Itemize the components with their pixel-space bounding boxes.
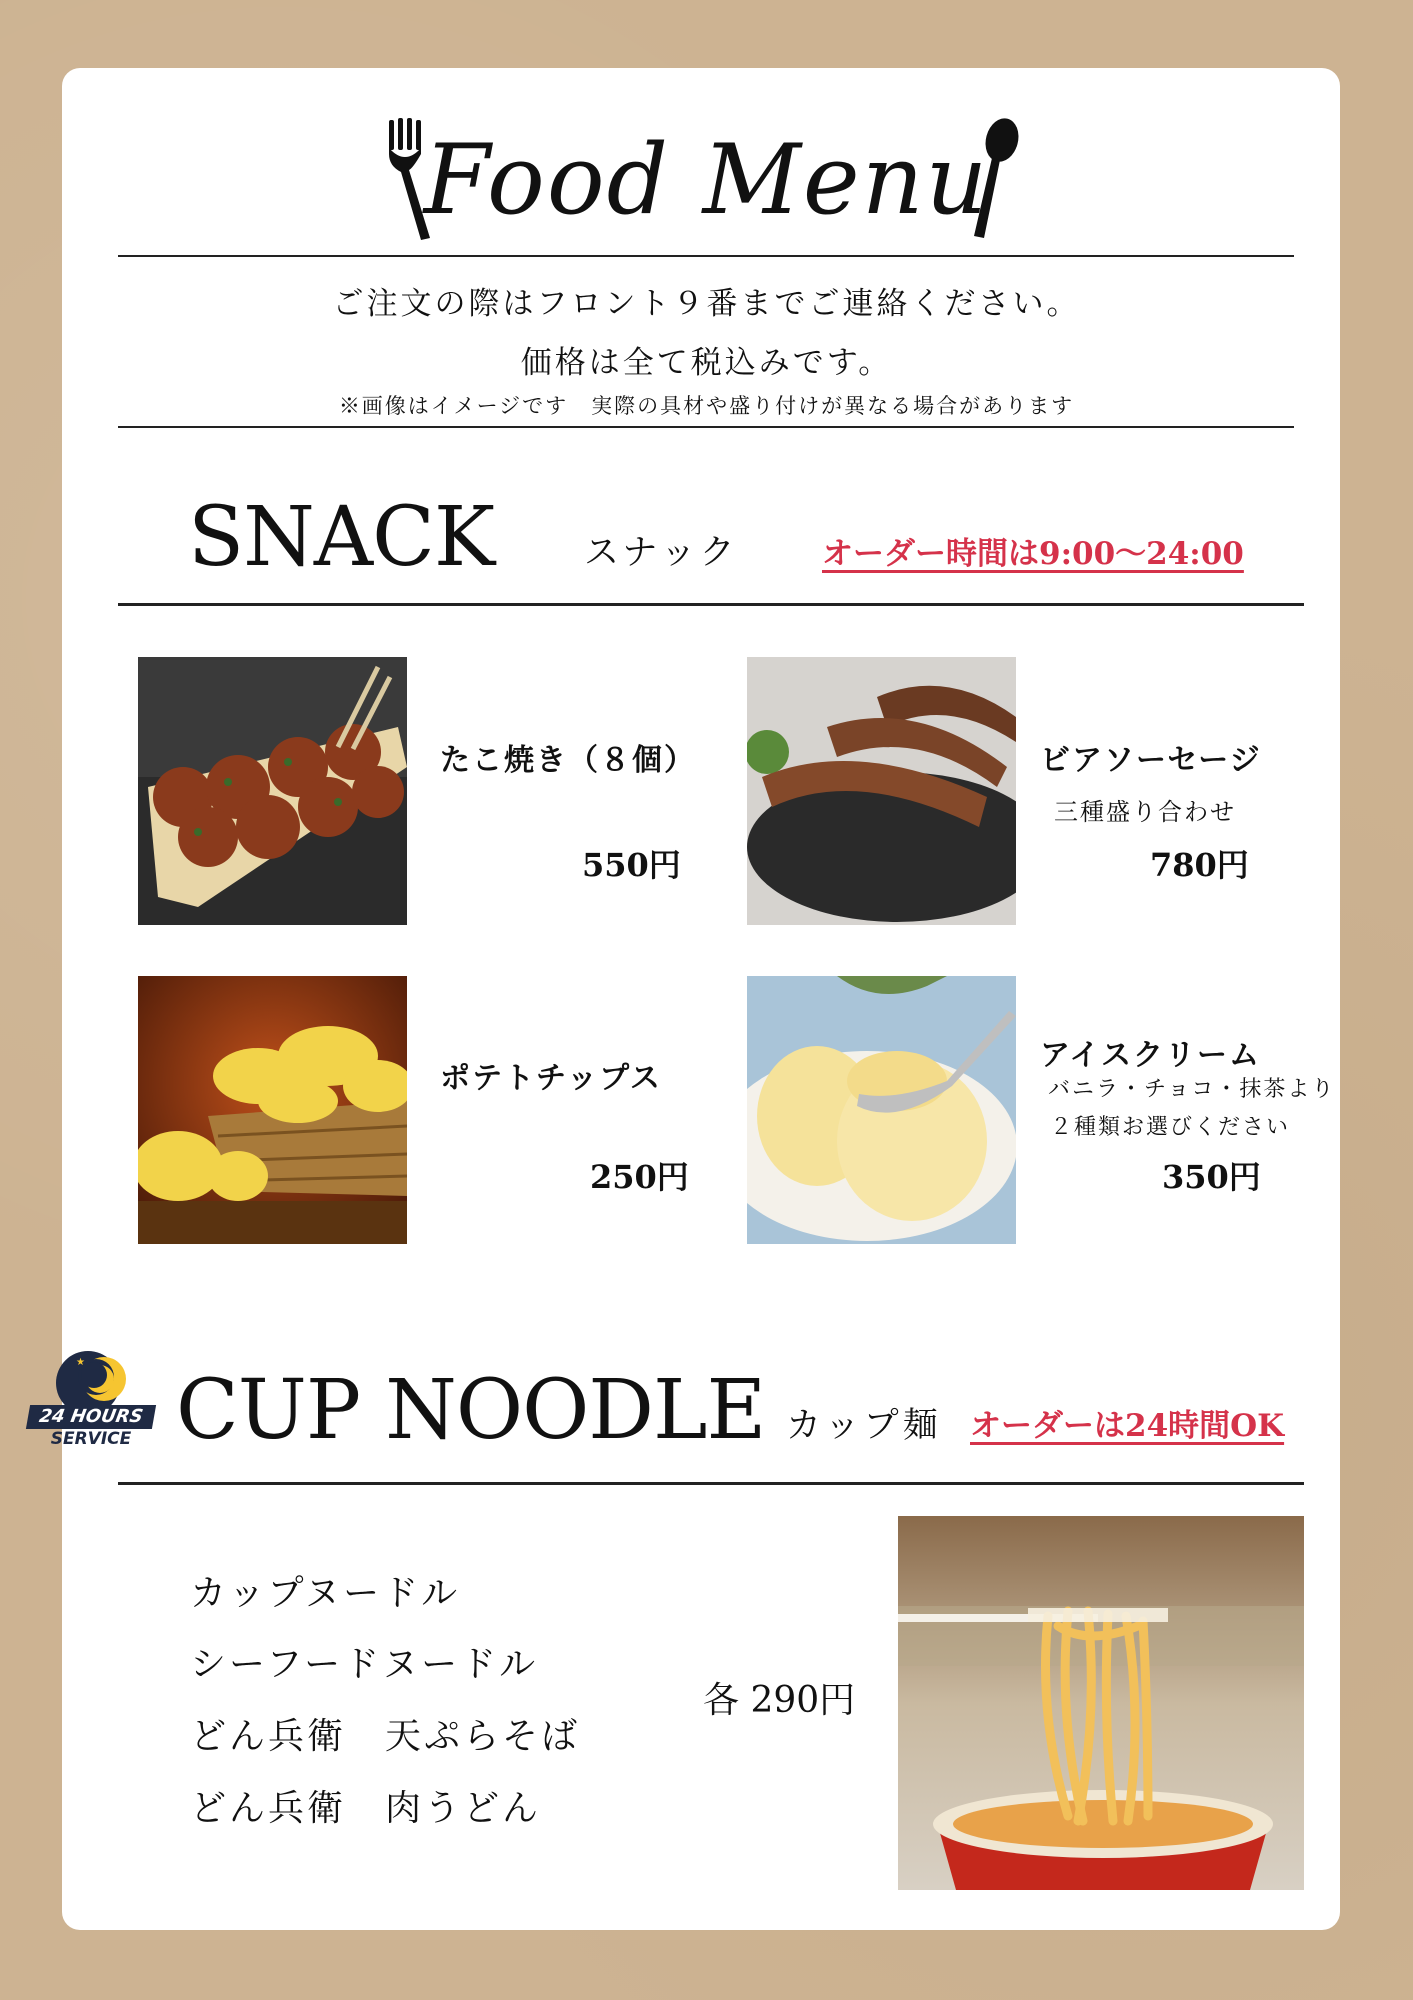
item-name: たこ焼き（８個） — [440, 743, 696, 778]
cup-noodle-photo — [898, 1516, 1304, 1890]
item-price: 780円 — [1150, 846, 1249, 884]
item-sub: バニラ・チョコ・抹茶より — [1048, 1077, 1336, 1102]
intro-line-1: ご注文の際はフロント９番までご連絡ください。 — [332, 286, 1081, 322]
item-price: 250円 — [590, 1158, 689, 1196]
takoyaki-photo — [138, 657, 407, 925]
noodle-order-time: オーダーは24時間OK — [970, 1408, 1285, 1444]
item-price: 550円 — [582, 846, 681, 884]
svg-text:★: ★ — [76, 1357, 85, 1368]
list-item: どん兵衛 天ぷらそば — [190, 1716, 581, 1757]
noodle-price: 各 290円 — [703, 1680, 856, 1721]
sausage-photo — [747, 657, 1016, 925]
item-price: 350円 — [1162, 1158, 1261, 1196]
divider — [118, 603, 1304, 606]
list-item: カップヌードル — [190, 1573, 461, 1614]
24-hours-badge — [26, 1345, 156, 1455]
badge-line-2: SERVICE — [50, 1429, 132, 1449]
badge-line-1: 24 HOURS — [26, 1405, 156, 1429]
item-name: ビアソーセージ — [1040, 743, 1262, 778]
item-name: ポテトチップス — [440, 1061, 662, 1096]
intro-note: ※画像はイメージです 実際の具材や盛り付けが異なる場合があります — [338, 394, 1075, 418]
item-name: アイスクリーム — [1040, 1038, 1261, 1073]
divider — [118, 426, 1294, 428]
snack-title: SNACK — [188, 490, 495, 585]
potato-chips-photo — [138, 976, 407, 1244]
list-item: シーフードヌードル — [190, 1644, 539, 1685]
page-title: Food Menu — [423, 124, 990, 236]
ice-cream-photo — [747, 976, 1016, 1244]
noodle-title: CUP NOODLE — [176, 1363, 766, 1458]
noodle-title-jp: カップ麺 — [786, 1406, 942, 1446]
item-sub: 三種盛り合わせ — [1054, 798, 1236, 826]
item-sub: ２種類お選びください — [1050, 1115, 1291, 1140]
intro-line-2: 価格は全て税込みです。 — [520, 345, 893, 381]
list-item: どん兵衛 肉うどん — [190, 1788, 542, 1829]
moon-icon — [26, 1345, 156, 1405]
divider — [118, 1482, 1304, 1485]
divider — [118, 255, 1294, 257]
snack-order-time: オーダー時間は9:00～24:00 — [822, 536, 1244, 572]
snack-title-jp: スナック — [584, 533, 739, 573]
